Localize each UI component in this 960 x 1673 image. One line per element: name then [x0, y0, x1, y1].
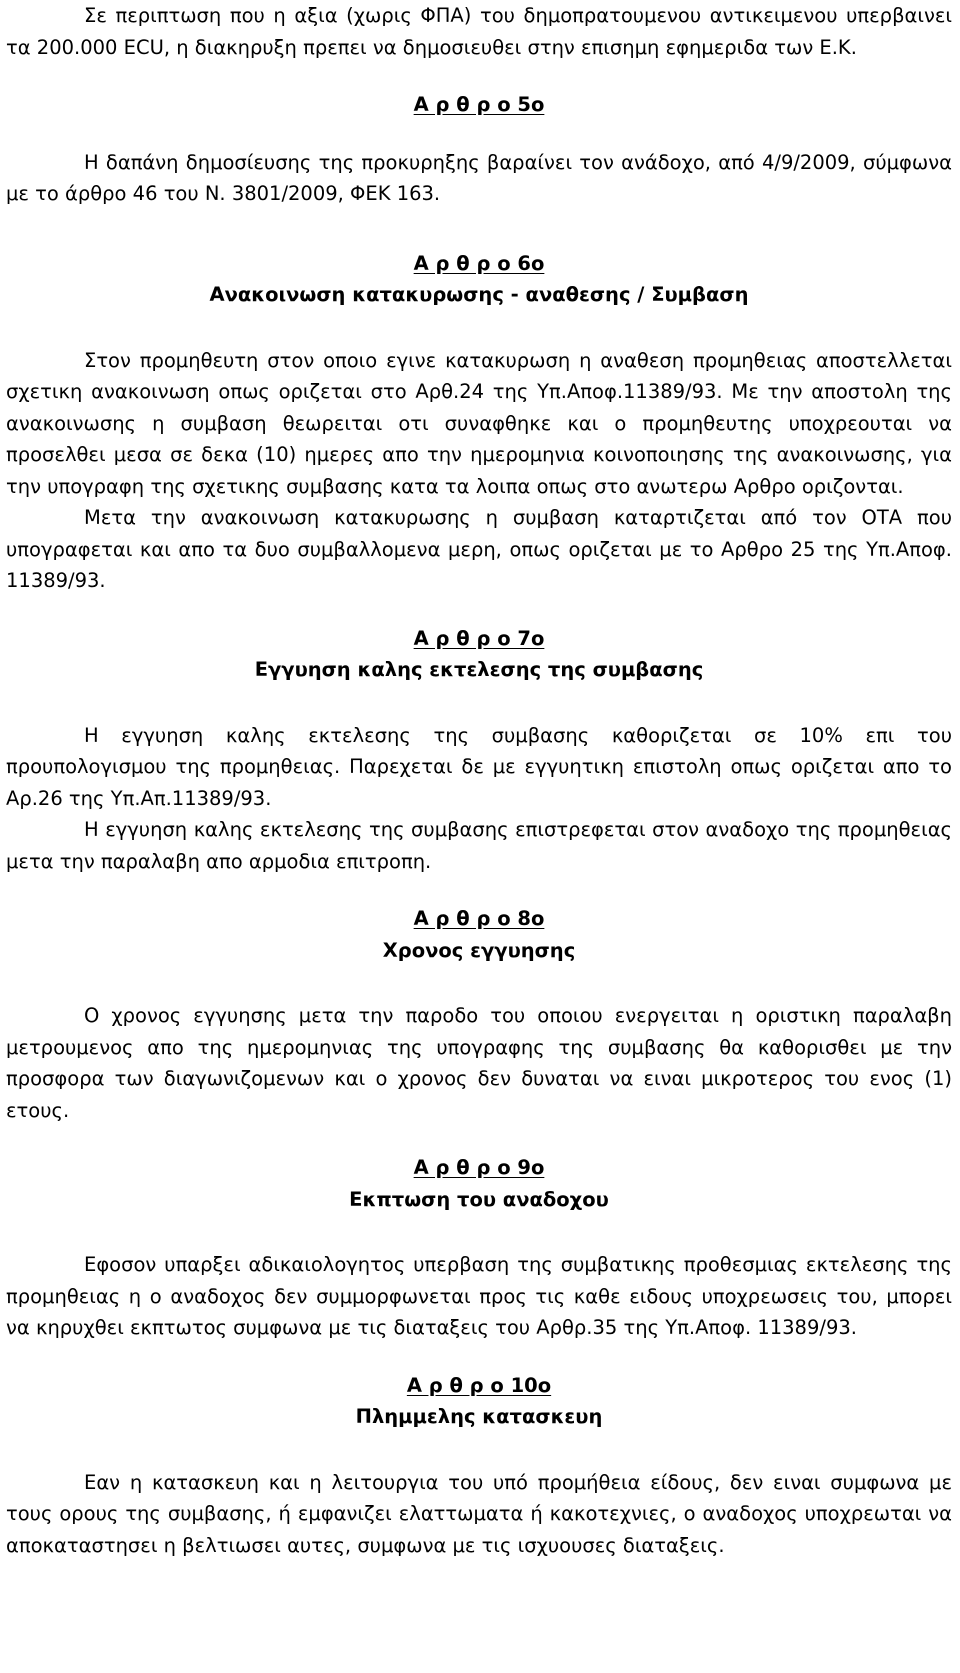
article-6-paragraph-2: Μετα την ανακοινωση κατακυρωσης η συμβαση καταρτιζεται από τον ΟΤΑ που υπογραφεται και απο τα δυο συμβαλλομενα μερη, οπως οριζεται με το Αρθρο 25 της Υπ.Αποφ. 11389/93.	[6, 506, 952, 592]
article-8-subtitle: Χρονος εγγυησης	[382, 938, 576, 962]
article-6-title: Α ρ θ ρ ο 6ο	[413, 251, 545, 275]
article-9-subtitle: Εκπτωση του αναδοχου	[349, 1187, 609, 1211]
intro-paragraph: Σε περιπτωση που η αξια (χωρις ΦΠΑ) του δημοπρατουμενου αντικειμενου υπερβαινει τα 200.000 ECU, η διακηρυξη πρεπει να δημοσιευθει στην επισημη εφημεριδα των Ε.Κ.	[6, 4, 952, 59]
article-7-title: Α ρ θ ρ ο 7ο	[413, 626, 545, 650]
article-6-subtitle: Ανακοινωση κατακυρωσης - αναθεσης / Συμβαση	[209, 283, 749, 306]
article-8-paragraph-1: Ο χρονος εγγυησης μετα την παροδο του οποιου ενεργειται η οριστικη παραλαβη μετρουμενος απο της ημερομηνιας της υπογραφης της συμβασης θα καθορισθει με την προσφορα των διαγωνιζομενων και ο χρονος δεν δυναται να ειναι μικροτερος του ενος (1) ετους.	[6, 1004, 952, 1122]
article-7-subtitle: Εγγυηση καλης εκτελεσης της συμβασης	[254, 658, 704, 681]
article-5-title: Α ρ θ ρ ο 5ο	[413, 93, 545, 116]
article-9-title: Α ρ θ ρ ο 9ο	[413, 1156, 545, 1179]
article-8-title: Α ρ θ ρ ο 8ο	[413, 907, 545, 930]
article-5-paragraph-1: Η δαπάνη δημοσίευσης της προκυρηξης βαραίνει τον ανάδοχο, από 4/9/2009, σύμφωνα με το άρθρο 46 του Ν. 3801/2009, ΦΕΚ 163.	[6, 150, 952, 205]
article-9-paragraph-1: Εφοσον υπαρξει αδικαιολογητος υπερβαση της συμβατικης προθεσμιας εκτελεσης της προμηθειας η ο αναδοχος δεν συμμορφωνεται προς τις καθε ειδους υποχρεωσεις του, μπορει να κηρυχθει εκπτωτος συμφωνα με τις διαταξεις του Αρθρ.35 της Υπ.Αποφ. 11389/93.	[6, 1253, 952, 1339]
article-10-subtitle: Πλημμελης κατασκευη	[355, 1405, 603, 1428]
article-7-paragraph-1: Η εγγυηση καλης εκτελεσης της συμβασης καθοριζεται σε 10% επι του προυπολογισμου της προμηθειας. Παρεχεται δε με εγγυητικη επιστολη οπως οριζεται απο το Αρ.26 της Υπ.Απ.11389/93.	[6, 723, 952, 810]
article-7-paragraph-2: Η εγγυηση καλης εκτελεσης της συμβασης επιστρεφεται στον αναδοχο της προμηθειας μετα την παραλαβη απο αρμοδια επιτροπη.	[6, 818, 952, 873]
article-10-paragraph-1: Εαν η κατασκευη και η λειτουργια του υπό προμήθεια είδους, δεν ειναι συμφωνα με τους ορους της συμβασης, ή εμφανιζει ελαττωματα ή κακοτεχνιες, ο αναδοχος υποχρεωται να αποκαταστησει η βελτιωσει αυτες, συμφωνα με τις ισχυουσες διαταξεις.	[6, 1470, 952, 1557]
article-6-paragraph-1: Στον προμηθευτη στον οποιο εγινε κατακυρωση η αναθεση προμηθειας αποστελλεται σχετικη ανακοινωση οπως οριζεται στο Αρθ.24 της Υπ.Αποφ.11389/93. Με την αποστολη της ανακοινωσης η συμβαση θεωρειται οτι συναφθηκε και ο προμηθευτης υποχρεουται να προσελθει μεσα σε δεκα (10) ημερες απο την ημερομηνια κοινοποιησης της ανακοινωσης, για την υπογραφη της σχετικης συμβασης κατα τα λοιπα οπως στο ανωτερω Αρθρο οριζονται.	[6, 348, 952, 498]
article-10-title: Α ρ θ ρ ο 10ο	[406, 1373, 552, 1397]
